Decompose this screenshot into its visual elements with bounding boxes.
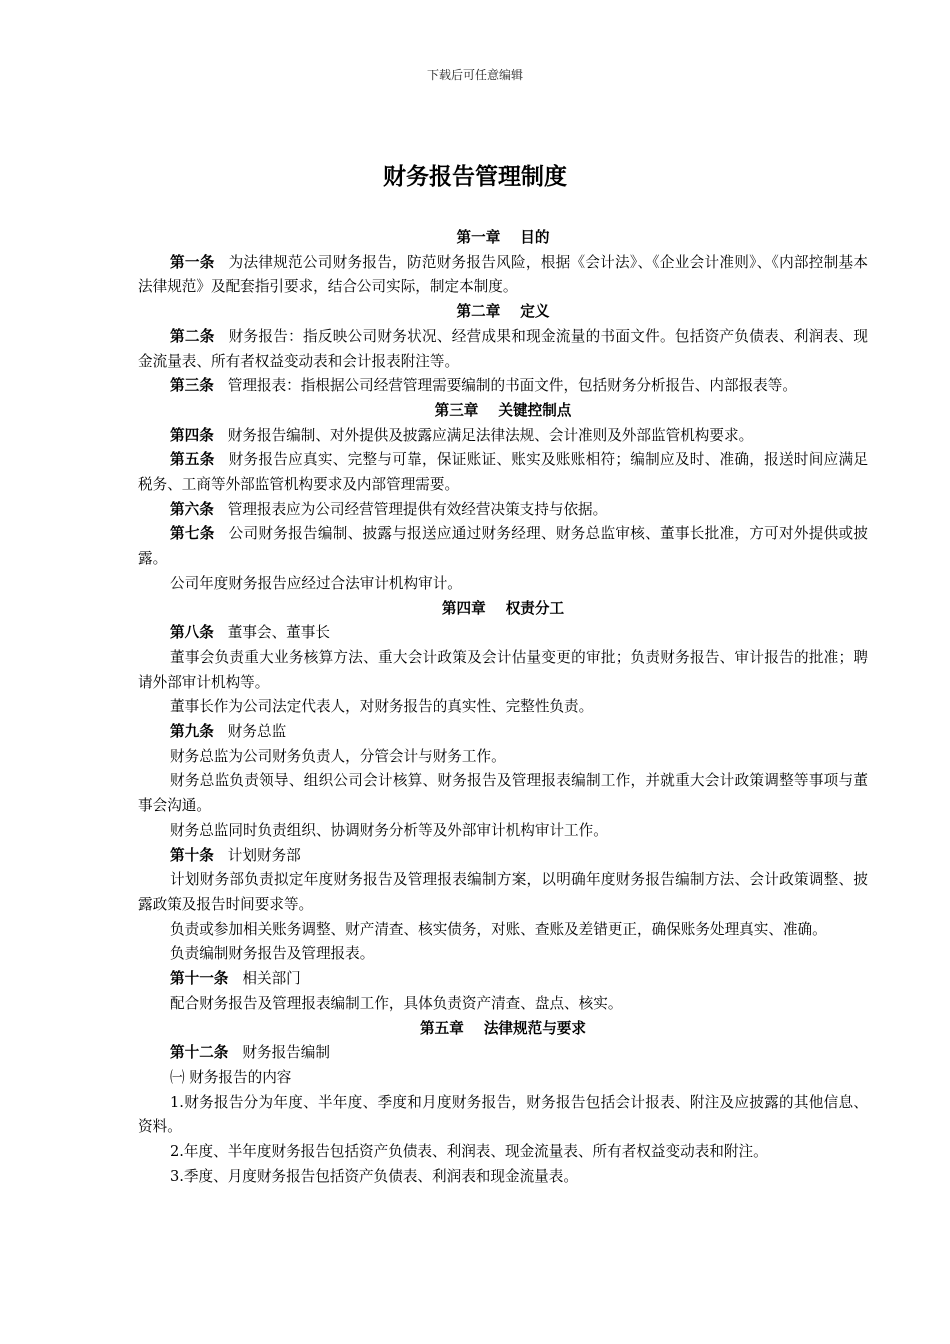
paragraph [138,967,868,992]
article-number: 第九条 [170,723,214,741]
paragraph-text: 相关部门 [242,970,301,988]
paragraph [138,992,868,1017]
article-number: 第一条 [170,253,215,271]
paragraph-text: 管理报表：指根据公司经营管理需要编制的书面文件，包括财务分析报告、内部报表等。 [227,377,797,395]
paragraph-text: 计划财务部负责拟定年度财务报告及管理报表编制方案，以明确年度财务报告编制方法、会计政策调整、披露政策及报告时间要求等。 [138,871,868,913]
chapter-heading [138,1017,868,1042]
paragraph [138,868,868,917]
paragraph [138,251,868,300]
chapter-number: 第二章 [456,303,501,321]
article-number: 第七条 [170,525,215,543]
document-body [138,226,868,1189]
paragraph-text: 配合财务报告及管理报表编制工作，具体负责资产清查、盘点、核实。 [170,994,623,1012]
paragraph-text: 计划财务部 [227,846,301,864]
paragraph [138,819,868,844]
paragraph [138,745,868,770]
chapter-number: 第五章 [420,1019,464,1037]
article-number: 第十条 [170,846,214,864]
paragraph [138,918,868,943]
paragraph [138,1091,868,1140]
paragraph-text: 财务报告编制、对外提供及披露应满足法律法规、会计准则及外部监管机构要求。 [227,426,754,444]
paragraph-text: 2.年度、半年度财务报告包括资产负债表、利润表、现金流量表、所有者权益变动表和附注。 [170,1143,768,1161]
paragraph [138,1140,868,1165]
paragraph [138,942,868,967]
chapter-name: 法律规范与要求 [483,1019,586,1037]
paragraph-text: 董事会、董事长 [227,624,330,642]
chapter-number: 第四章 [441,599,486,617]
article-number: 第四条 [170,426,214,444]
paragraph [138,646,868,695]
paragraph-text: 董事长作为公司法定代表人，对财务报告的真实性、完整性负责。 [170,698,594,716]
paragraph [138,769,868,818]
paragraph [138,720,868,745]
paragraph [138,1066,868,1091]
chapter-number: 第三章 [434,401,479,419]
chapter-name: 关键控制点 [498,401,572,419]
paragraph-text: 财务总监负责领导、组织公司会计核算、财务报告及管理报表编制工作，并就重大会计政策调整等事项与董事会沟通。 [138,772,868,815]
article-number: 第八条 [170,624,214,642]
paragraph-text: 财务报告编制 [242,1044,330,1062]
paragraph-text: 1.财务报告分为年度、半年度、季度和月度财务报告，财务报告包括会计报表、附注及应披露的其他信息、资料。 [138,1093,868,1136]
article-number: 第六条 [170,500,214,518]
chapter-heading [138,597,868,622]
article-number: 第二条 [170,327,215,345]
paragraph [138,695,868,720]
article-number: 第三条 [170,377,214,395]
document-title: 财务报告管理制度 [383,164,567,190]
paragraph [138,1041,868,1066]
paragraph-text: ㈠ 财务报告的内容 [170,1068,292,1086]
paragraph-text: 公司财务报告编制、披露与报送应通过财务经理、财务总监审核、董事长批准，方可对外提供或披露。 [138,525,868,568]
paragraph-text: 负责编制财务报告及管理报表。 [170,945,375,963]
chapter-number: 第一章 [456,229,501,246]
paragraph-text: 财务总监 [227,723,287,741]
paragraph [138,424,868,449]
paragraph [138,572,868,597]
paragraph-text: 财务总监同时负责组织、协调财务分析等及外部审计机构审计工作。 [170,821,608,839]
paragraph [138,844,868,869]
paragraph-text: 3.季度、月度财务报告包括资产负债表、利润表和现金流量表。 [170,1167,578,1185]
paragraph [138,448,868,497]
paragraph [138,522,868,571]
paragraph-text: 董事会负责重大业务核算方法、重大会计政策及会计估量变更的审批；负责财务报告、审计报告的批准；聘请外部审计机构等。 [138,648,868,691]
chapter-name: 权责分工 [505,599,565,617]
paragraph-text: 负责或参加相关账务调整、财产清查、核实债务，对账、查账及差错更正，确保账务处理真实、准确。 [170,920,827,938]
header-note: 下载后可任意编辑 [426,68,523,82]
paragraph [138,325,868,374]
paragraph [138,374,868,399]
article-number: 第十二条 [170,1044,229,1062]
paragraph-text: 为法律规范公司财务报告，防范财务报告风险，根据《会计法》、《企业会计准则》、《内部控制基本法律规范》及配套指引要求，结合公司实际，制定本制度。 [138,253,868,296]
article-number: 第十一条 [170,970,229,988]
paragraph-text: 财务报告：指反映公司财务状况、经营成果和现金流量的书面文件。包括资产负债表、利润表、现金流量表、所有者权益变动表和会计报表附注等。 [138,327,868,370]
paragraph [138,621,868,646]
chapter-heading [138,226,868,251]
article-number: 第五条 [170,451,215,469]
paragraph [138,498,868,523]
chapter-name: 定义 [520,303,550,321]
paragraph-text: 公司年度财务报告应经过合法审计机构审计。 [170,574,462,592]
paragraph [138,1165,868,1190]
chapter-heading [138,399,868,424]
paragraph-text: 财务报告应真实、完整与可靠，保证账证、账实及账账相符；编制应及时、准确，报送时间应满足税务、工商等外部监管机构要求及内部管理需要。 [138,451,868,494]
paragraph-text: 财务总监为公司财务负责人，分管会计与财务工作。 [170,747,506,765]
paragraph-text: 管理报表应为公司经营管理提供有效经营决策支持与依据。 [227,500,608,518]
chapter-heading [138,300,868,325]
chapter-name: 目的 [520,229,550,246]
